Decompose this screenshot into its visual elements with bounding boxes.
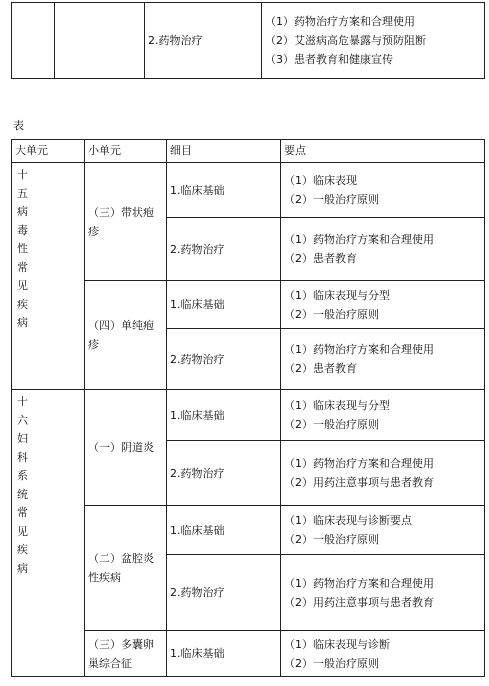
- major-unit-cell: 十 五 病 毒 性 常 见 疾 病: [12, 163, 85, 390]
- detail-cell: 1.临床基础: [167, 506, 281, 555]
- empty-cell: [55, 3, 145, 79]
- header-row: [12, 140, 485, 163]
- detail-cell: 1.临床基础: [167, 281, 281, 329]
- table-row: [12, 163, 485, 218]
- detail-cell: 1.临床基础: [167, 631, 281, 677]
- detail-cell: 2.药物治疗: [167, 329, 281, 390]
- table-row: [12, 3, 485, 79]
- point-line: （3）患者教育和健康宣传: [265, 53, 393, 66]
- points-cell: （1）药物治疗方案和合理使用 （2）用药注意事项与患者教育: [281, 555, 485, 631]
- point-line: （1）药物治疗方案和合理使用: [265, 15, 415, 28]
- table-caption: 表: [13, 119, 24, 132]
- points-cell: [262, 3, 485, 79]
- table-row: [12, 390, 485, 441]
- points-cell: （1）临床表现与分型 （2）一般治疗原则: [281, 390, 485, 441]
- detail-cell: 1.临床基础: [167, 163, 281, 218]
- points-cell: （1）临床表现与诊断要点 （2）一般治疗原则: [281, 506, 485, 555]
- empty-cell: [12, 3, 55, 79]
- detail-cell: 2.药物治疗: [167, 555, 281, 631]
- header-cell: 细目: [167, 140, 281, 163]
- sub-unit-cell: （三）带状疱 疹: [85, 163, 167, 281]
- points-cell: （1）药物治疗方案和合理使用 （2）用药注意事项与患者教育: [281, 441, 485, 506]
- detail-cell: 2.药物治疗: [167, 441, 281, 506]
- syllabus-table: [11, 139, 485, 677]
- header-cell: 小单元: [85, 140, 167, 163]
- header-cell: 大单元: [12, 140, 85, 163]
- points-cell: （1）临床表现与诊断 （2）一般治疗原则: [281, 631, 485, 677]
- sub-unit-cell: （三）多囊卵 巢综合征: [85, 631, 167, 677]
- detail-cell: 2.药物治疗: [145, 3, 262, 79]
- points-cell: （1）药物治疗方案和合理使用 （2）患者教育: [281, 218, 485, 281]
- major-unit-cell: 十 六 妇 科 系 统 常 见 疾 病: [12, 390, 85, 677]
- sub-unit-cell: （一）阴道炎: [85, 390, 167, 506]
- point-line: （2）艾滋病高危暴露与预防阻断: [265, 34, 426, 47]
- detail-cell: 2.药物治疗: [167, 218, 281, 281]
- sub-unit-cell: （四）单纯疱 疹: [85, 281, 167, 390]
- points-cell: （1）临床表现与分型 （2）一般治疗原则: [281, 281, 485, 329]
- continued-table: [11, 2, 485, 79]
- sub-unit-cell: （二）盆腔炎 性疾病: [85, 506, 167, 631]
- detail-cell: 1.临床基础: [167, 390, 281, 441]
- points-cell: （1）药物治疗方案和合理使用 （2）患者教育: [281, 329, 485, 390]
- header-cell: 要点: [281, 140, 485, 163]
- points-cell: （1）临床表现 （2）一般治疗原则: [281, 163, 485, 218]
